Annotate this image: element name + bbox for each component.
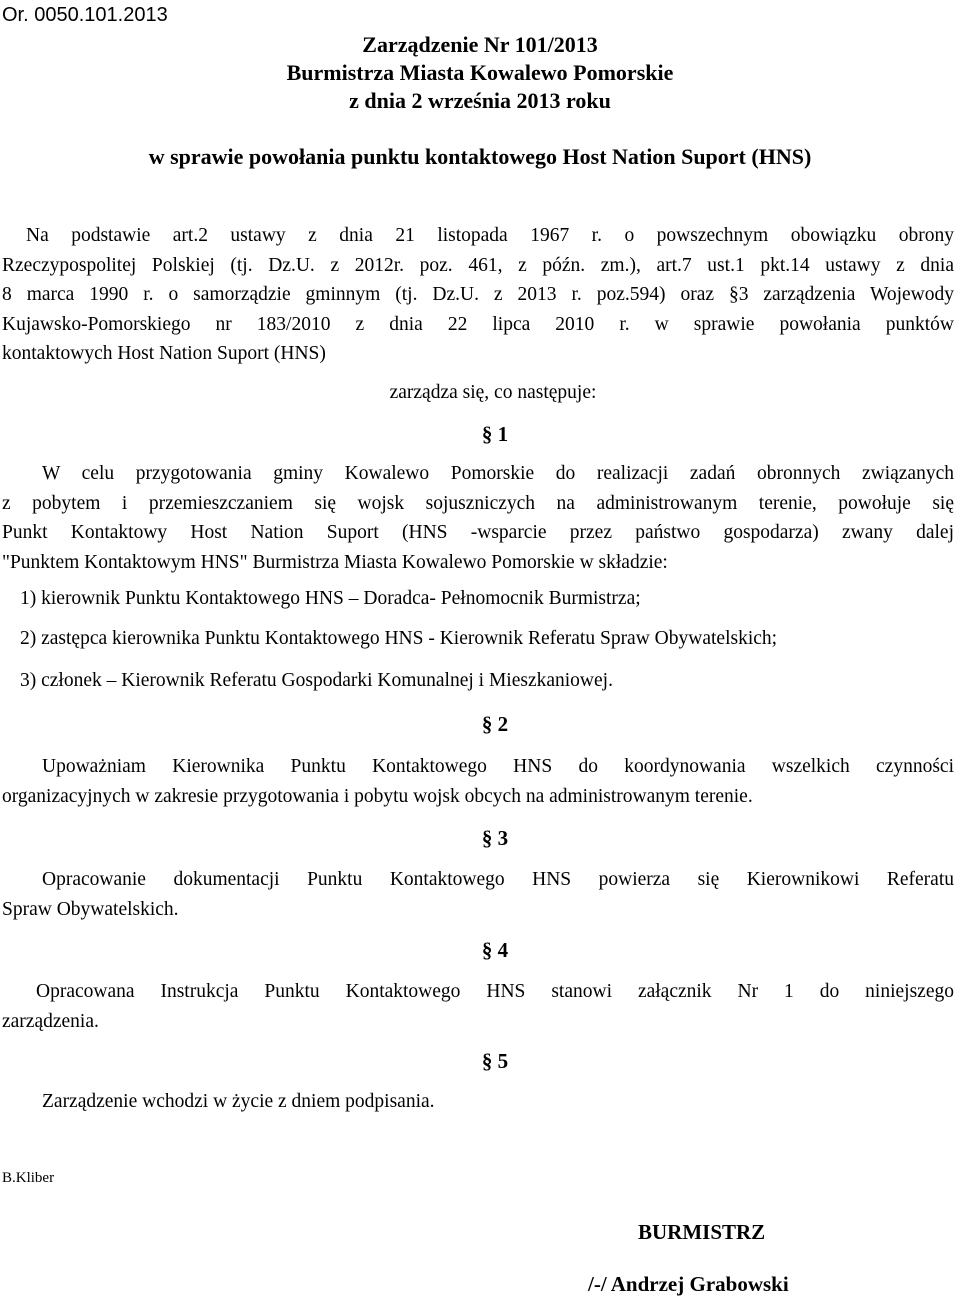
subject-line: w sprawie powołania punktu kontaktowego Host Nation Suport (HNS): [148, 144, 812, 169]
basis-line: Na podstawie art.2 ustawy z dnia 21 listopada 1967 r. o powszechnym obowiązku obrony: [26, 225, 954, 246]
section-2-paragraph: [2, 752, 954, 811]
date-line: z dnia 2 września 2013 roku: [349, 88, 611, 113]
document-title: Zarządzenie Nr 101/2013: [362, 32, 598, 57]
section-2-line: organizacyjnych w zakresie przygotowania i pobytu wojsk obcych na administrowanym terenie.: [2, 785, 753, 807]
section-2-mark: § 2: [481, 712, 509, 736]
section-1-item: 1) kierownik Punktu Kontaktowego HNS – Doradca- Pełnomocnik Burmistrza;: [20, 588, 641, 609]
section-4-paragraph: [2, 977, 954, 1036]
signature-name: /-/ Andrzej Grabowski: [588, 1272, 789, 1296]
document-reference: Or. 0050.101.2013: [2, 4, 168, 26]
section-4-line: Opracowana Instrukcja Punktu Kontaktowego HNS stanowi załącznik Nr 1 do niniejszego: [36, 981, 954, 1002]
section-1-line: z pobytem i przemieszczaniem się wojsk sojuszniczych na administrowanym terenie, powołuje się: [2, 492, 954, 514]
signature-title: BURMISTRZ: [638, 1220, 766, 1244]
section-3-paragraph: [2, 865, 954, 924]
enactment-formula: zarządza się, co następuje:: [389, 382, 597, 403]
section-4-mark: § 4: [481, 938, 509, 962]
section-4-line: zarządzenia.: [2, 1010, 99, 1032]
basis-line: kontaktowych Host Nation Suport (HNS): [2, 343, 326, 364]
section-1-line: W celu przygotowania gminy Kowalewo Pomorskie do realizacji zadań obronnych związanych: [42, 463, 954, 484]
section-1-line: "Punktem Kontaktowym HNS" Burmistrza Miasta Kowalewo Pomorskie w składzie:: [2, 551, 668, 573]
basis-line: Kujawsko-Pomorskiego nr 183/2010 z dnia 22 lipca 2010 r. w sprawie powołania punktów: [2, 313, 954, 335]
section-1-item: 3) członek – Kierownik Referatu Gospodarki Komunalnej i Mieszkaniowej.: [20, 670, 613, 691]
basis-line: Rzeczypospolitej Polskiej (tj. Dz.U. z 2012r. poz. 461, z późn. zm.), art.7 ust.1 pkt.14 ustawy z dnia: [2, 254, 954, 276]
section-3-mark: § 3: [481, 826, 509, 850]
legal-basis-paragraph: [2, 221, 954, 369]
section-5-mark: § 5: [481, 1049, 509, 1073]
preparer-initials: B.Kliber: [2, 1170, 55, 1186]
section-1-item: 2) zastępca kierownika Punktu Kontaktowego HNS - Kierownik Referatu Spraw Obywatelskich;: [20, 628, 778, 649]
section-5-text: Zarządzenie wchodzi w życie z dniem podpisania.: [42, 1091, 435, 1112]
section-1-line: Punkt Kontaktowy Host Nation Suport (HNS -wsparcie przez państwo gospodarza) zwany dalej: [2, 522, 954, 543]
section-2-line: Upoważniam Kierownika Punktu Kontaktowego HNS do koordynowania wszelkich czynności: [42, 756, 954, 777]
issuer-line: Burmistrza Miasta Kowalewo Pomorskie: [286, 60, 674, 85]
section-3-line: Opracowanie dokumentacji Punktu Kontaktowego HNS powierza się Kierownikowi Referatu: [42, 869, 954, 890]
section-3-line: Spraw Obywatelskich.: [2, 898, 179, 920]
basis-line: 8 marca 1990 r. o samorządzie gminnym (tj. Dz.U. z 2013 r. poz.594) oraz §3 zarządzenia Wojewody: [2, 284, 954, 305]
section-1-paragraph: [2, 459, 954, 577]
section-1-mark: § 1: [481, 422, 509, 446]
